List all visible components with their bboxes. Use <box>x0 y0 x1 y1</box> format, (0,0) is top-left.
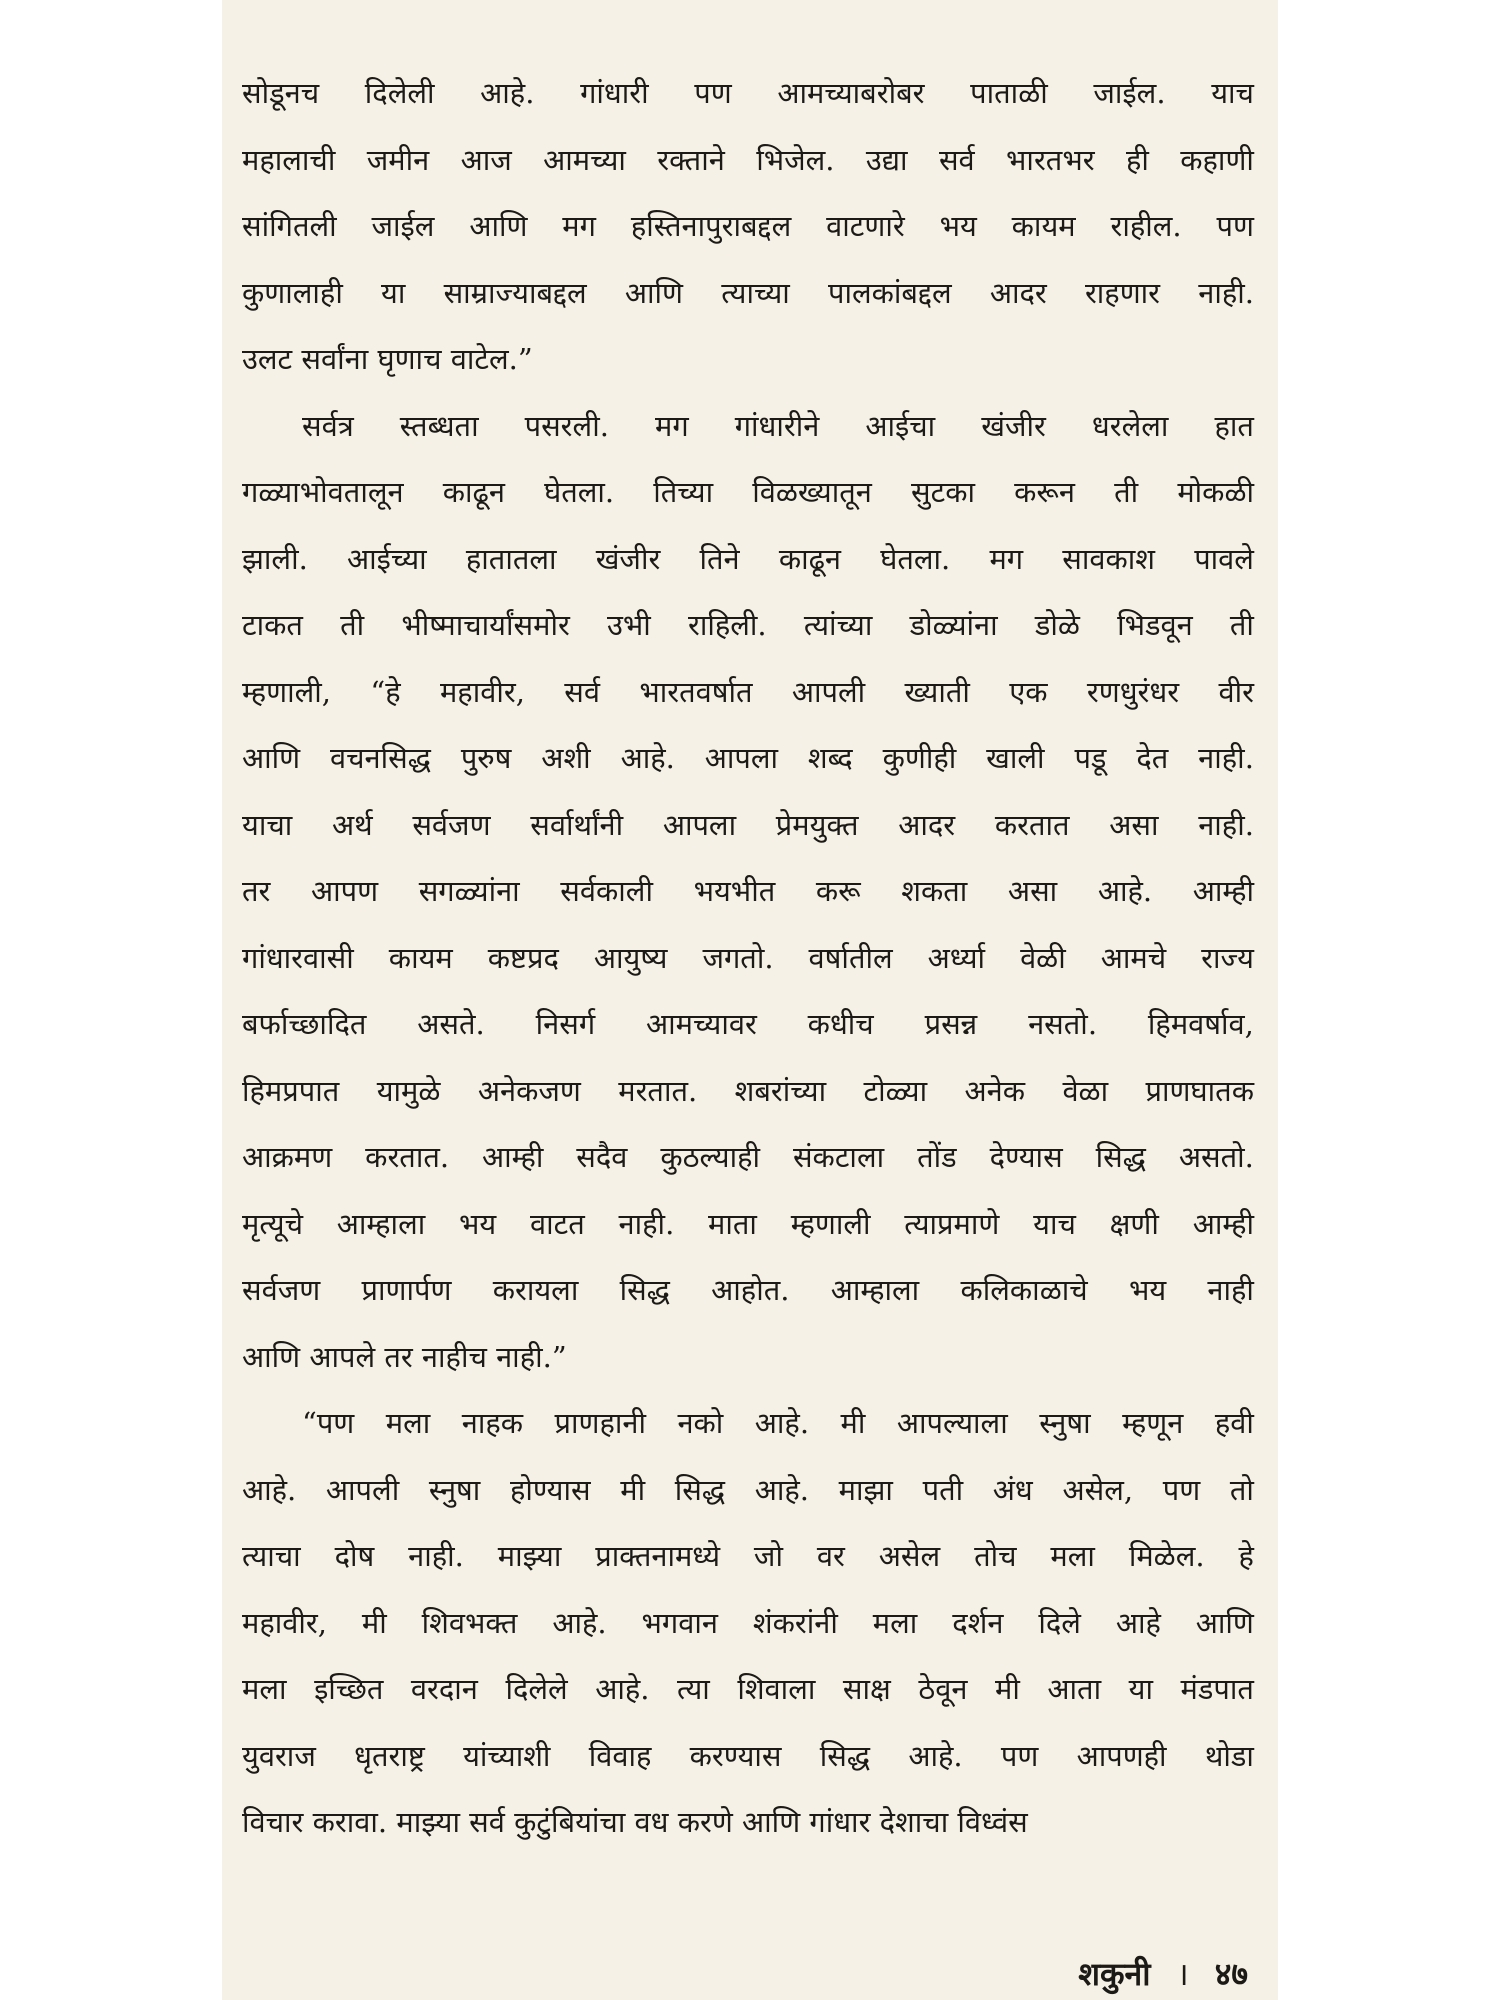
text-line: गळ्याभोवतालून काढून घेतला. तिच्या विळख्यातून सुटका करून ती मोकळी <box>242 475 1254 509</box>
text-line: सांगितली जाईल आणि मग हस्तिनापुराबद्दल वाटणारे भय कायम राहील. पण <box>242 209 1254 243</box>
page-footer <box>1078 1952 1248 1995</box>
text-line: म्हणाली, “हे महावीर, सर्व भारतवर्षात आपली ख्याती एक रणधुरंधर वीर <box>242 674 1254 709</box>
text-line: हिमप्रपात यामुळे अनेकजण मरतात. शबरांच्या टोळ्या अनेक वेळा प्राणघातक <box>242 1073 1254 1108</box>
text-line: “पण मला नाहक प्राणहानी नको आहे. मी आपल्याला स्नुषा म्हणून हवी <box>302 1406 1254 1440</box>
text-line: टाकत ती भीष्माचार्यांसमोर उभी राहिली. त्यांच्या डोळ्यांना डोळे भिडवून ती <box>242 608 1254 642</box>
text-line: सर्वजण प्राणार्पण करायला सिद्ध आहोत. आम्हाला कलिकाळाचे भय नाही <box>242 1273 1254 1307</box>
text-line: झाली. आईच्या हातातला खंजीर तिने काढून घेतला. मग सावकाश पावले <box>242 541 1254 576</box>
text-line: आणि वचनसिद्ध पुरुष अशी आहे. आपला शब्द कुणीही खाली पडू देत नाही. <box>242 741 1254 775</box>
text-line: सर्वत्र स्तब्धता पसरली. मग गांधारीने आईचा खंजीर धरलेला हात <box>302 408 1254 443</box>
text-line: याचा अर्थ सर्वजण सर्वार्थांनी आपला प्रेमयुक्त आदर करतात असा नाही. <box>242 807 1254 842</box>
text-line: आणि आपले तर नाहीच नाही.” <box>242 1339 567 1374</box>
text-line: सोडूनच दिलेली आहे. गांधारी पण आमच्याबरोबर पाताळी जाईल. याच <box>242 76 1254 110</box>
text-line: आक्रमण करतात. आम्ही सदैव कुठल्याही संकटाला तोंड देण्यास सिद्ध असतो. <box>242 1140 1254 1174</box>
running-title: शकुनी <box>1078 1955 1151 1993</box>
page-body-text <box>242 60 1254 1856</box>
text-line: महावीर, मी शिवभक्त आहे. भगवान शंकरांनी मला दर्शन दिले आहे आणि <box>242 1605 1254 1640</box>
text-line: विचार करावा. माझ्या सर्व कुटुंबियांचा वध करणे आणि गांधार देशाचा विध्वंस <box>242 1805 1028 1839</box>
text-line: गांधारवासी कायम कष्टप्रद आयुष्य जगतो. वर्षातील अर्ध्या वेळी आमचे राज्य <box>242 940 1254 975</box>
text-line: महालाची जमीन आज आमच्या रक्ताने भिजेल. उद्या सर्व भारतभर ही कहाणी <box>242 142 1254 177</box>
text-line: कुणालाही या साम्राज्याबद्दल आणि त्याच्या पालकांबद्दल आदर राहणार नाही. <box>242 275 1254 310</box>
footer-separator: । <box>1176 1955 1189 1993</box>
book-page <box>222 0 1278 2000</box>
text-line: मला इच्छित वरदान दिलेले आहे. त्या शिवाला साक्ष ठेवून मी आता या मंडपात <box>242 1672 1254 1706</box>
text-line: युवराज धृतराष्ट्र यांच्याशी विवाह करण्यास सिद्ध आहे. पण आपणही थोडा <box>242 1738 1254 1773</box>
text-line: तर आपण सगळ्यांना सर्वकाली भयभीत करू शकता असा आहे. आम्ही <box>242 874 1254 908</box>
text-line: त्याचा दोष नाही. माझ्या प्राक्तनामध्ये जो वर असेल तोच मला मिळेल. हे <box>242 1539 1254 1573</box>
text-line: बर्फाच्छादित असते. निसर्ग आमच्यावर कधीच प्रसन्न नसतो. हिमवर्षाव, <box>242 1007 1254 1041</box>
text-line: उलट सर्वांना घृणाच वाटेल.” <box>242 342 533 376</box>
text-line: मृत्यूचे आम्हाला भय वाटत नाही. माता म्हणाली त्याप्रमाणे याच क्षणी आम्ही <box>242 1206 1254 1241</box>
page-number: ४७ <box>1214 1955 1248 1993</box>
text-line: आहे. आपली स्नुषा होण्यास मी सिद्ध आहे. माझा पती अंध असेल, पण तो <box>242 1472 1254 1507</box>
